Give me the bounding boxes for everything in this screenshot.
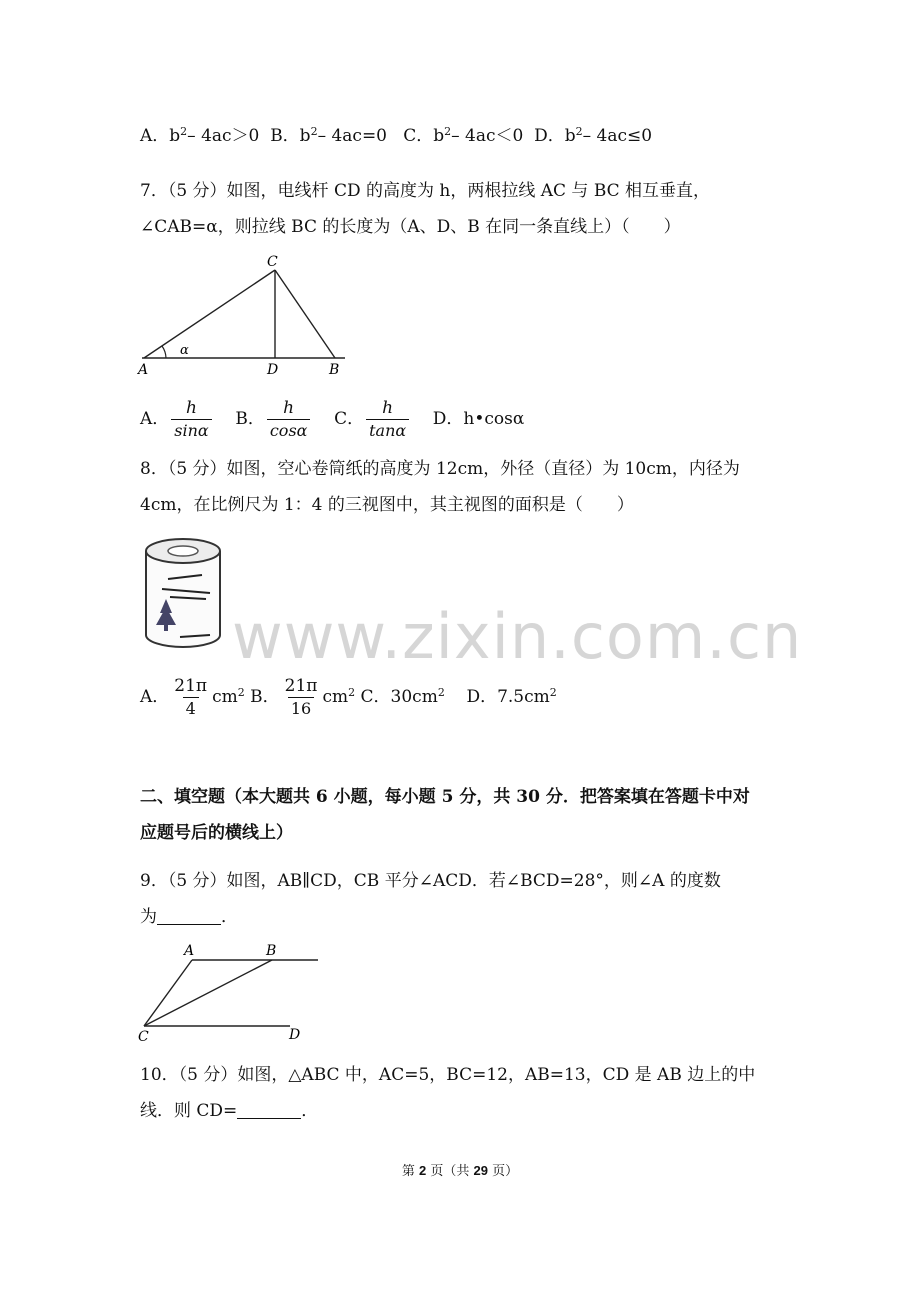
q8-option-d: D．$7.5cm^2$ — [466, 686, 557, 707]
q7-label-d: D — [267, 362, 279, 378]
q7-option-d: D．h•cosα — [432, 409, 525, 429]
footer-page-number: 2 — [419, 1163, 427, 1178]
q9-figure — [132, 940, 332, 1046]
q7-label-c: C — [267, 254, 278, 270]
q7-option-c: C． $\frac{h}{\tan\alpha}$ — [334, 409, 411, 429]
q8-paper-roll-image — [140, 535, 225, 653]
q9-stem-line1: 9．（5 分）如图，AB∥CD，CB 平分∠ACD．若∠BCD=28°，则∠A 的度数 — [140, 871, 721, 891]
q9-label-d: D — [289, 1027, 301, 1043]
q9-line-ac — [144, 960, 192, 1026]
footer-total-pages: 29 — [473, 1163, 488, 1178]
q8-option-a: A． $\frac{21\pi}{4}$ $cm^2$ — [140, 676, 245, 718]
q7-label-alpha: α — [180, 343, 189, 358]
q8-option-c: C．$30cm^2$ — [360, 686, 445, 707]
q7-label-a: A — [138, 362, 149, 378]
q9-label-c: C — [138, 1029, 149, 1045]
q8-stem-line1: 8．（5 分）如图，空心卷筒纸的高度为 12cm，外径（直径）为 10cm，内径为 — [140, 459, 740, 479]
section2-heading-line2: 应题号后的横线上） — [140, 823, 293, 843]
q7-line-ac — [144, 270, 275, 358]
section2-heading-line1: 二、填空题（本大题共 6 小题，每小题 5 分，共 30 分．把答案填在答题卡中对 — [140, 787, 750, 807]
q7-option-a: A． $\frac{h}{\sin\alpha}$ — [140, 409, 214, 429]
q9-stem-line2: 为 ． — [140, 907, 238, 927]
q7-stem-line2: ∠CAB=α，则拉线 BC 的长度为（A、D、B 在同一条直线上）（ ） — [140, 217, 681, 237]
q6-options — [140, 123, 652, 149]
q8-options — [140, 672, 557, 722]
q7-line-cb — [275, 270, 335, 358]
q7-stem-line1: 7．（5 分）如图，电线杆 CD 的高度为 h，两根拉线 AC 与 BC 相互垂直， — [140, 181, 711, 201]
q8-stem-line2: 4cm，在比例尺为 1：4 的三视图中，其主视图的面积是（ ） — [140, 495, 634, 515]
q6-option-b: B．$b^2-$ 4ac=0 — [270, 125, 387, 146]
q7-angle-arc — [162, 346, 166, 358]
q10-answer-blank — [237, 1100, 301, 1119]
watermark: www.zixin.com.cn — [232, 600, 803, 673]
q7-figure — [130, 250, 360, 380]
q10-stem-line1: 10．（5 分）如图，△ABC 中，AC=5，BC=12，AB=13，CD 是 AB 边上的中 — [140, 1065, 756, 1085]
q9-answer-blank — [157, 906, 221, 925]
q6-option-c: C．$b^2-$ 4ac＜0 — [403, 125, 524, 146]
q10-stem-line2: 线．则 CD= ． — [140, 1101, 319, 1121]
q7-label-b: B — [329, 362, 340, 378]
q7-option-b: B． $\frac{h}{\cos\alpha}$ — [235, 409, 312, 429]
q6-option-a: A．$b^2-$ 4ac＞0 — [140, 125, 260, 146]
q8-option-b: B． $\frac{21\pi}{16}$ $cm^2$ — [250, 676, 356, 718]
q6-option-d: D．$b^2-$ 4ac≤0 — [534, 125, 653, 146]
page-footer: 第 2 页（共 29 页） — [401, 1163, 519, 1179]
q9-label-b: B — [266, 943, 277, 959]
q9-line-cb — [144, 960, 272, 1026]
q7-options — [140, 394, 524, 444]
q9-label-a: A — [184, 943, 195, 959]
